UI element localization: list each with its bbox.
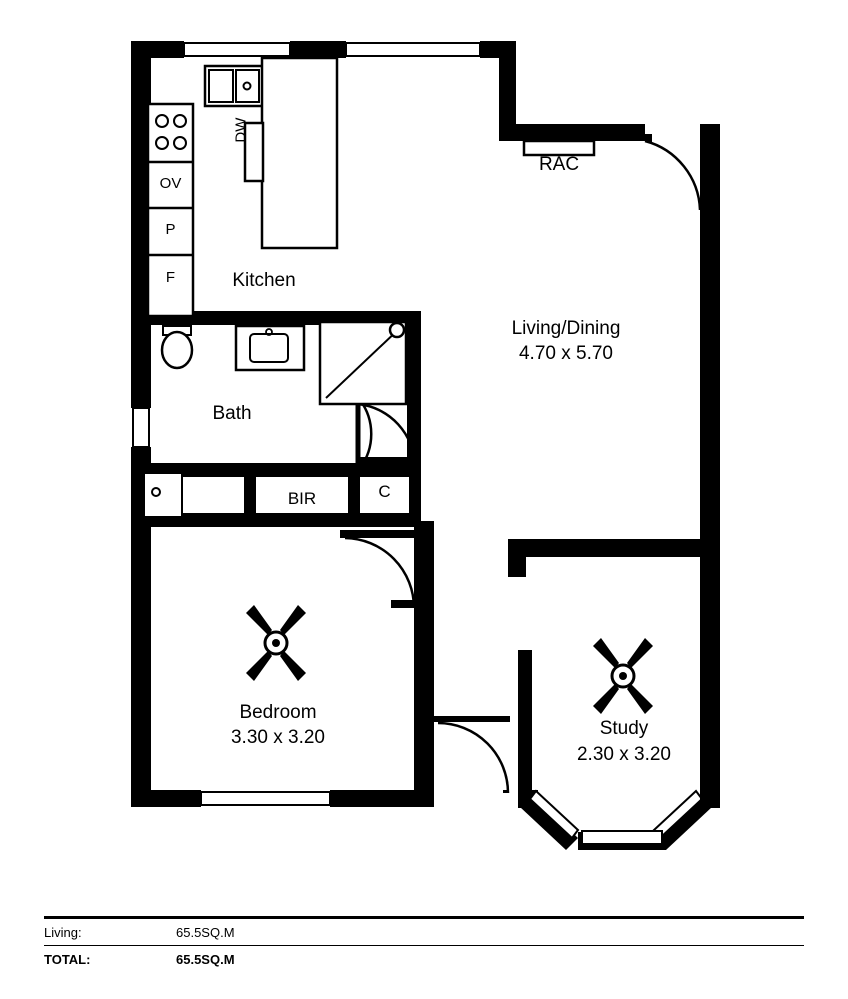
pantry-label: P (165, 221, 176, 238)
bir-label: BIR (287, 489, 317, 508)
room-label-bath: Bath (212, 403, 252, 424)
rac-label: RAC (538, 154, 580, 175)
summary-value-total: 65.5SQ.M (176, 951, 235, 967)
summary-label-total: TOTAL: (44, 951, 91, 967)
fridge-label: F (165, 269, 176, 286)
room-label-bedroom: Bedroom (239, 702, 317, 723)
dishwasher-label: DW (232, 117, 250, 143)
room-label-living-dining: Living/Dining (511, 318, 621, 339)
area-summary (44, 916, 804, 972)
ceiling-fan-study (593, 638, 653, 714)
oven-label: OV (159, 175, 182, 192)
room-dims-living-dining: 4.70 x 5.70 (518, 343, 614, 364)
bath-fixtures (162, 322, 406, 404)
summary-value-living: 65.5SQ.M (176, 924, 235, 940)
rac-unit (524, 141, 594, 155)
summary-row-living (44, 919, 804, 945)
ceiling-fan-bedroom (246, 605, 306, 681)
cupboard-label: C (378, 482, 391, 501)
room-label-study: Study (599, 718, 649, 739)
room-dims-bedroom: 3.30 x 3.20 (230, 727, 326, 748)
room-dims-study: 2.30 x 3.20 (576, 744, 672, 765)
room-label-kitchen: Kitchen (232, 270, 296, 291)
summary-label-living: Living: (44, 924, 82, 940)
summary-row-total (44, 946, 804, 972)
